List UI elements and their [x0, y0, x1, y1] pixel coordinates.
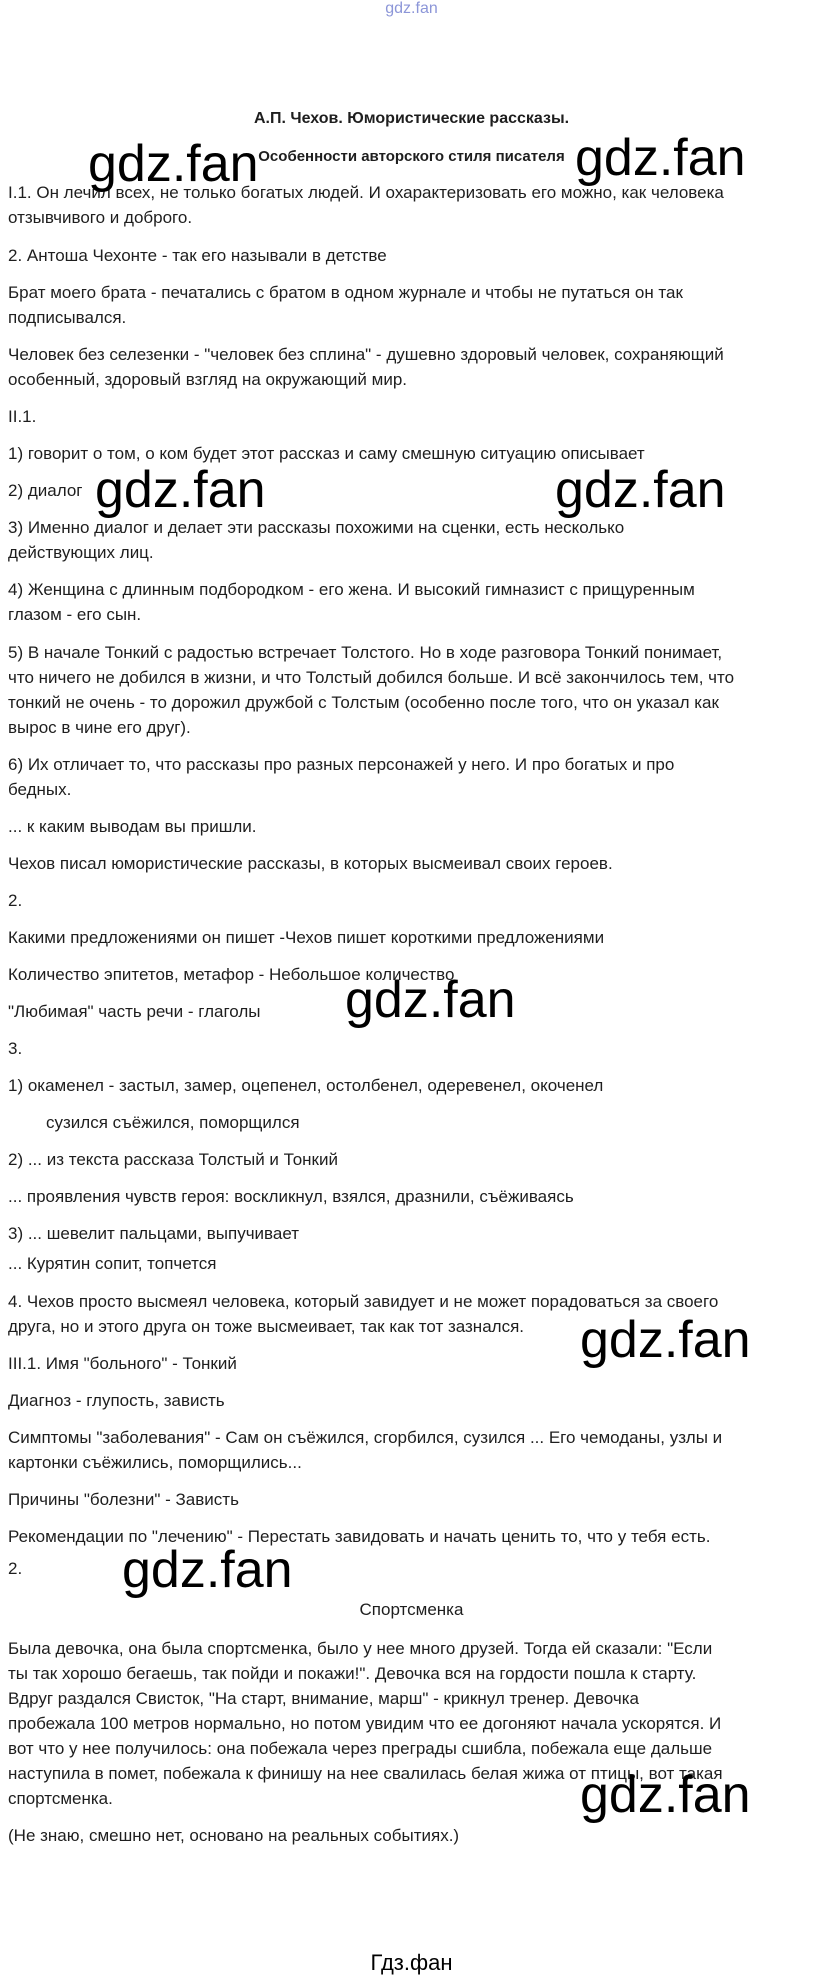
watermark: gdz.fan — [580, 1766, 751, 1824]
text-line: ты так хорошо бегаешь, так пойди и покажи!". Девочка вся на гордости пошла к старту. — [8, 1664, 697, 1683]
text-line: 2. Антоша Чехонте - так его называли в детстве — [8, 246, 387, 265]
watermark: gdz.fan — [95, 461, 266, 519]
text-line: особенный, здоровый взгляд на окружающий мир. — [8, 370, 407, 389]
text-line: ... к каким выводам вы пришли. — [8, 817, 257, 836]
text-line: 4) Женщина с длинным подбородком - его жена. И высокий гимназист с прищуренным — [8, 580, 695, 599]
text-line: Была девочка, она была спортсменка, было у нее много друзей. Тогда ей сказали: "Если — [8, 1639, 713, 1658]
text-line: вырос в чине его друг). — [8, 718, 191, 737]
text-line: картонки съёжились, поморщились... — [8, 1453, 302, 1472]
text-line: I.1. Он лечил всех, не только богатых людей. И охарактеризовать его можно, как человека — [8, 183, 724, 202]
text-line: Причины "болезни" - Зависть — [8, 1490, 239, 1509]
watermark: gdz.fan — [575, 129, 746, 187]
text-line: "Любимая" часть речи - глаголы — [8, 1002, 261, 1021]
footer-label: Гдз.фан — [370, 1950, 453, 1975]
text-line: 2) ... из текста рассказа Толстый и Тонкий — [8, 1150, 338, 1169]
text-line: Симптомы "заболевания" - Сам он съёжился, сгорбился, сузился ... Его чемоданы, узлы и — [8, 1428, 723, 1447]
text-line: 1) говорит о том, о ком будет этот рассказ и саму смешную ситуацию описывает — [8, 444, 645, 463]
text-line: Рекомендации по "лечению" - Перестать завидовать и начать ценить то, что у тебя есть. — [8, 1527, 711, 1546]
text-line: вот что у нее получилось: она побежала через преграды сшибла, побежала еще дальше — [8, 1739, 713, 1758]
text-line: Человек без селезенки - "человек без сплина" - душевно здоровый человек, сохраняющий — [8, 345, 724, 364]
text-line: друга, но и этого друга он тоже высмеивает, так как тот зазнался. — [8, 1317, 525, 1336]
text-line: 2. — [8, 1559, 23, 1578]
text-line: Количество эпитетов, метафор - Небольшое количество — [8, 965, 455, 984]
text-line: 1) окаменел - застыл, замер, оцепенел, остолбенел, одеревенел, окоченел — [8, 1076, 604, 1095]
page-subtitle: Особенности авторского стиля писателя — [258, 148, 565, 165]
top-watermark: gdz.fan — [385, 0, 438, 17]
text-line: II.1. — [8, 407, 37, 426]
text-line: Диагноз - глупость, зависть — [8, 1391, 225, 1410]
text-line: наступила в помет, побежала к финишу на нее свалилась белая жижа от птицы, вот такая — [8, 1764, 723, 1783]
page-title: А.П. Чехов. Юмористические рассказы. — [253, 110, 570, 127]
text-line: ... проявления чувств героя: воскликнул, взялся, дразнили, съёживаясь — [8, 1187, 574, 1206]
text-line: 5) В начале Тонкий с радостью встречает Толстого. Но в ходе разговора Тонкий понимает, — [8, 643, 723, 662]
watermark: gdz.fan — [580, 1311, 751, 1369]
text-line: 2. — [8, 891, 23, 910]
story-title: Спортсменка — [359, 1600, 464, 1619]
text-line: ... Курятин сопит, топчется — [8, 1254, 217, 1273]
text-line: 2) диалог — [8, 481, 83, 500]
text-line: отзывчивого и доброго. — [8, 208, 193, 227]
text-line: глазом - его сын. — [8, 605, 142, 624]
text-line: действующих лиц. — [8, 543, 154, 562]
watermark: gdz.fan — [555, 461, 726, 519]
text-line: 4. Чехов просто высмеял человека, который завидует и не может порадоваться за своего — [8, 1292, 719, 1311]
text-line: 3. — [8, 1039, 23, 1058]
text-line: тонкий не очень - то дорожил дружбой с Толстым (особенно после того, что он указал как — [8, 693, 719, 712]
watermark: gdz.fan — [88, 135, 259, 193]
text-line: Брат моего брата - печатались с братом в одном журнале и чтобы не путаться он так — [8, 283, 683, 302]
watermark: gdz.fan — [122, 1541, 293, 1599]
text-line: 6) Их отличает то, что рассказы про разных персонажей у него. И про богатых и про — [8, 755, 675, 774]
text-line: подписывался. — [8, 308, 127, 327]
text-line: спортсменка. — [8, 1789, 113, 1808]
text-line: Какими предложениями он пишет -Чехов пишет короткими предложениями — [8, 928, 605, 947]
text-line: 3) ... шевелит пальцами, выпучивает — [8, 1224, 300, 1243]
text-line: пробежала 100 метров нормально, но потом увидим что ее догоняют начала ускорятся. И — [8, 1714, 722, 1733]
text-line: сузился съёжился, поморщился — [46, 1113, 300, 1132]
watermark: gdz.fan — [345, 971, 516, 1029]
text-line: (Не знаю, смешно нет, основано на реальных событиях.) — [8, 1826, 460, 1845]
text-line: Вдруг раздался Свисток, "На старт, внимание, марш" - крикнул тренер. Девочка — [8, 1689, 639, 1708]
text-line: бедных. — [8, 780, 72, 799]
text-line: что ничего не добился в жизни, и что Толстый добился больше. И всё закончилось тем, что — [8, 668, 735, 687]
text-line: Чехов писал юмористические рассказы, в которых высмеивал своих героев. — [8, 854, 613, 873]
text-line: III.1. Имя "больного" - Тонкий — [8, 1354, 237, 1373]
text-line: 3) Именно диалог и делает эти рассказы похожими на сценки, есть несколько — [8, 518, 625, 537]
